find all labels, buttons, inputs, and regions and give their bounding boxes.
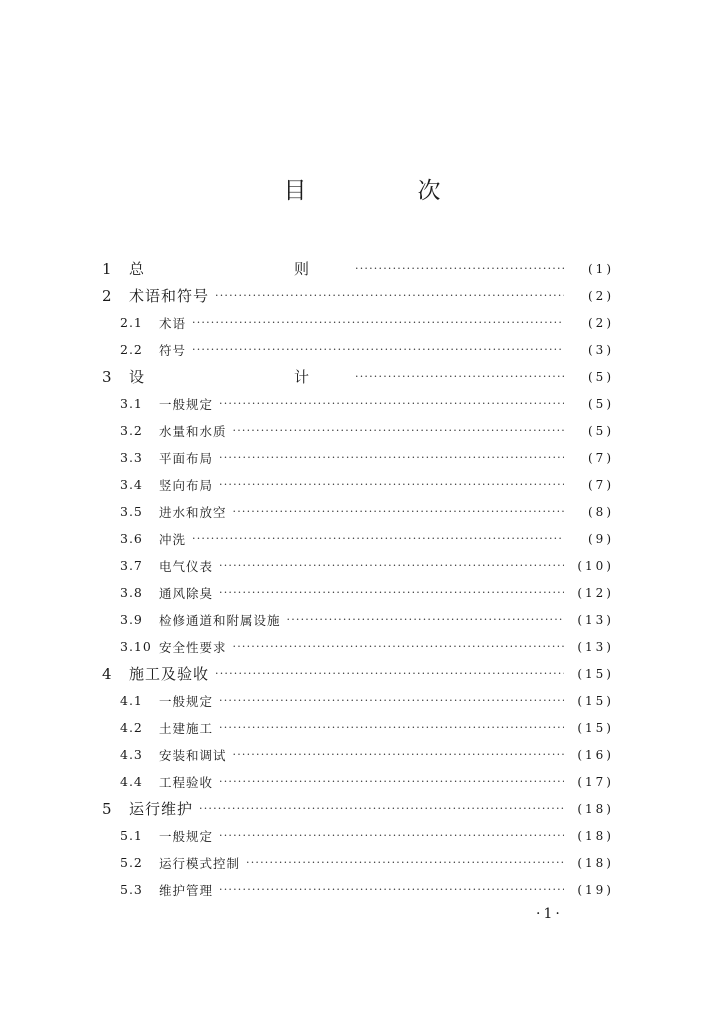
toc-page-ref: (15) (577, 720, 614, 735)
toc-page-ref: (7) (588, 450, 614, 465)
toc-section-row (102, 579, 614, 606)
toc-section-row (102, 687, 614, 714)
toc-section-row (102, 876, 614, 903)
toc-chapter-row (102, 660, 614, 687)
toc-title: 施工及验收 (129, 665, 210, 683)
toc-title: 符号 (159, 342, 187, 358)
toc-title: 电气仪表 (159, 558, 214, 574)
toc-section-row (102, 336, 614, 363)
toc-number: 3.1 (120, 396, 143, 411)
toc-chapter-row (102, 282, 614, 309)
toc-number: 3 (102, 367, 112, 386)
toc-number: 2.1 (120, 315, 143, 330)
toc-number: 3.5 (120, 504, 143, 519)
toc-number: 3.3 (120, 450, 143, 465)
dot-leader (233, 748, 564, 761)
dot-leader (219, 397, 564, 410)
dot-leader (219, 478, 564, 491)
toc-section-row (102, 309, 614, 336)
toc-page-ref: (3) (588, 342, 614, 357)
dot-leader (246, 856, 564, 869)
toc-chapter-row (102, 255, 614, 282)
toc-number: 5.2 (120, 855, 143, 870)
dot-leader (219, 559, 564, 572)
dot-leader (192, 343, 564, 356)
dot-leader (219, 883, 564, 896)
toc-title: 土建施工 (159, 720, 214, 736)
dot-leader (219, 829, 564, 842)
toc-title: 一般规定 (159, 828, 214, 844)
dot-leader (233, 640, 564, 653)
toc-page-ref: (5) (588, 369, 614, 384)
toc-number: 5.1 (120, 828, 143, 843)
toc-number: 3.6 (120, 531, 143, 546)
toc-title: 工程验收 (159, 774, 214, 790)
toc-title: 安装和调试 (159, 747, 227, 763)
toc-number: 3.7 (120, 558, 143, 573)
dot-leader (199, 802, 564, 815)
toc-section-row (102, 768, 614, 795)
dot-leader (233, 505, 564, 518)
dot-leader (215, 289, 564, 302)
toc-page-ref: (5) (588, 396, 614, 411)
toc-page-ref: (10) (577, 558, 614, 573)
toc-number: 3.8 (120, 585, 143, 600)
dot-leader (355, 370, 564, 383)
toc-number: 3.9 (120, 612, 143, 627)
toc-page-ref: (12) (577, 585, 614, 600)
toc-page-ref: (7) (588, 477, 614, 492)
toc-title: 总 则 (129, 260, 350, 278)
toc-page-ref: (13) (577, 612, 614, 627)
toc-page-ref: (2) (588, 288, 614, 303)
toc-number: 3.2 (120, 423, 143, 438)
toc-section-row (102, 471, 614, 498)
dot-leader (215, 667, 564, 680)
page-title: 目 次 (283, 178, 485, 204)
dot-leader (192, 316, 564, 329)
toc-page-ref: (17) (577, 774, 614, 789)
toc-page-ref: (18) (577, 801, 614, 816)
toc-page-ref: (18) (577, 828, 614, 843)
dot-leader (287, 613, 564, 626)
toc-title: 竖向布局 (159, 477, 214, 493)
toc-section-row (102, 444, 614, 471)
toc-section-row (102, 498, 614, 525)
toc-title: 水量和水质 (159, 423, 227, 439)
toc-title: 冲洗 (159, 531, 187, 547)
dot-leader (219, 721, 564, 734)
toc-number: 2.2 (120, 342, 143, 357)
toc-number: 4.4 (120, 774, 143, 789)
table-of-contents (102, 255, 614, 903)
toc-page-ref: (18) (577, 855, 614, 870)
toc-section-row (102, 390, 614, 417)
toc-number: 4.3 (120, 747, 143, 762)
toc-number: 4.2 (120, 720, 143, 735)
dot-leader (219, 586, 564, 599)
toc-page-ref: (2) (588, 315, 614, 330)
toc-number: 1 (102, 259, 112, 278)
dot-leader (355, 262, 564, 275)
toc-section-row (102, 606, 614, 633)
dot-leader (219, 451, 564, 464)
toc-section-row (102, 714, 614, 741)
toc-section-row (102, 633, 614, 660)
dot-leader (219, 694, 564, 707)
toc-number: 2 (102, 286, 112, 305)
toc-page-ref: (8) (588, 504, 614, 519)
toc-chapter-row (102, 795, 614, 822)
toc-title: 维护管理 (159, 882, 214, 898)
dot-leader (192, 532, 564, 545)
dot-leader (219, 775, 564, 788)
toc-title: 一般规定 (159, 693, 214, 709)
toc-section-row (102, 552, 614, 579)
toc-page-ref: (15) (577, 693, 614, 708)
toc-section-row (102, 417, 614, 444)
toc-page-ref: (15) (577, 666, 614, 681)
toc-title: 平面布局 (159, 450, 214, 466)
toc-title: 术语 (159, 315, 187, 331)
toc-number: 5.3 (120, 882, 143, 897)
toc-page-ref: (19) (577, 882, 614, 897)
toc-title: 进水和放空 (159, 504, 227, 520)
toc-title: 检修通道和附属设施 (159, 612, 281, 628)
toc-page-ref: (5) (588, 423, 614, 438)
toc-section-row (102, 525, 614, 552)
toc-number: 5 (102, 799, 112, 818)
toc-title: 术语和符号 (129, 287, 210, 305)
toc-number: 4 (102, 664, 112, 683)
toc-page-ref: (1) (588, 261, 614, 276)
toc-title: 通风除臭 (159, 585, 214, 601)
page-number: ·1· (536, 906, 563, 922)
toc-title: 运行维护 (129, 800, 194, 818)
toc-chapter-row (102, 363, 614, 390)
toc-title: 设 计 (129, 368, 350, 386)
toc-section-row (102, 741, 614, 768)
toc-number: 4.1 (120, 693, 143, 708)
dot-leader (233, 424, 564, 437)
toc-number: 3.10 (120, 639, 152, 654)
toc-title: 安全性要求 (159, 639, 227, 655)
toc-title: 运行模式控制 (159, 855, 241, 871)
toc-page-ref: (13) (577, 639, 614, 654)
toc-page-ref: (9) (588, 531, 614, 546)
toc-page-ref: (16) (577, 747, 614, 762)
toc-section-row (102, 849, 614, 876)
toc-section-row (102, 822, 614, 849)
toc-title: 一般规定 (159, 396, 214, 412)
toc-number: 3.4 (120, 477, 143, 492)
